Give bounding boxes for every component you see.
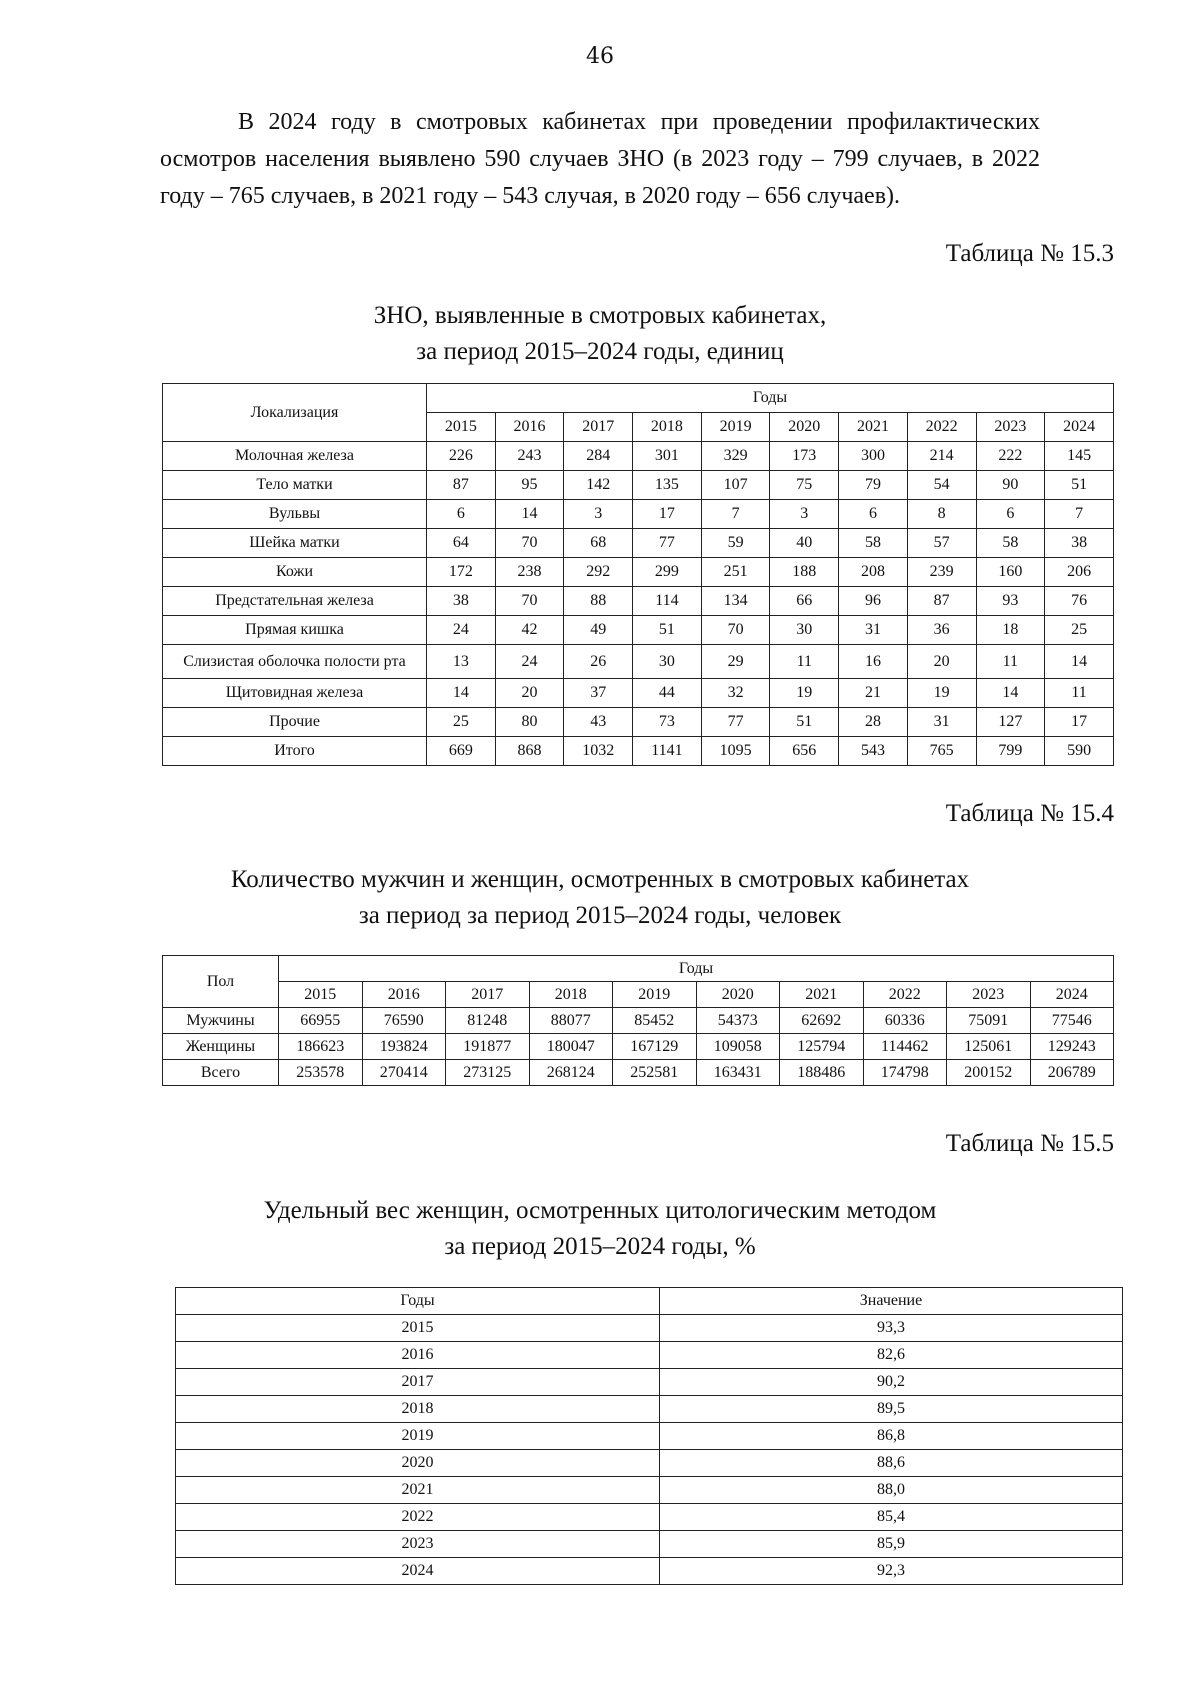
table-cell: 252581 (613, 1060, 697, 1086)
table-cell: 30 (770, 616, 839, 645)
table-cell: 70 (495, 587, 564, 616)
table-cell: 43 (564, 708, 633, 737)
year-header: 2024 (1030, 982, 1114, 1008)
year-cell: 2023 (176, 1531, 660, 1558)
table-cell: 38 (427, 587, 496, 616)
table-cell: 3 (564, 500, 633, 529)
value-cell: 92,3 (660, 1558, 1123, 1585)
year-header: 2015 (427, 413, 496, 442)
year-header: 2017 (446, 982, 530, 1008)
table-cell: 51 (633, 616, 702, 645)
table-cell: 51 (1045, 471, 1114, 500)
table-cell: 299 (633, 558, 702, 587)
value-cell: 93,3 (660, 1315, 1123, 1342)
table-cell: 17 (633, 500, 702, 529)
table-cell: 79 (839, 471, 908, 500)
row-label: Итого (163, 737, 427, 766)
table-cell: 13 (427, 645, 496, 679)
table-cell: 1141 (633, 737, 702, 766)
table-cell: 54 (907, 471, 976, 500)
table-cell: 14 (976, 679, 1045, 708)
row-label: Прочие (163, 708, 427, 737)
table-row (176, 1450, 1123, 1477)
table-cell: 58 (839, 529, 908, 558)
table-cell: 226 (427, 442, 496, 471)
table-cell: 163431 (696, 1060, 780, 1086)
table-cell: 59 (701, 529, 770, 558)
table-15-4-title-line1: Количество мужчин и женщин, осмотренных в смотровых кабинетах (230, 866, 970, 893)
table-cell: 58 (976, 529, 1045, 558)
table-cell: 26 (564, 645, 633, 679)
table-row (163, 1034, 1114, 1060)
table-cell: 109058 (696, 1034, 780, 1060)
table-cell: 76 (1045, 587, 1114, 616)
year-header: 2021 (839, 413, 908, 442)
table-cell: 765 (907, 737, 976, 766)
intro-paragraph: В 2024 году в смотровых кабинетах при проведении профилактических осмотров населения выявлено 590 случаев ЗНО (в 2023 году – 799 случаев, в 2022 году – 765 случаев, в 2021 году – 543 случая, в 2020 году – 656 случаев). (160, 109, 1040, 209)
table-cell: 174798 (863, 1060, 947, 1086)
table-cell: 238 (495, 558, 564, 587)
table-row (176, 1477, 1123, 1504)
table-cell: 208 (839, 558, 908, 587)
table-cell: 270414 (362, 1060, 446, 1086)
value-cell: 82,6 (660, 1342, 1123, 1369)
table-cell: 19 (907, 679, 976, 708)
table-cell: 543 (839, 737, 908, 766)
table-cell: 66955 (279, 1008, 363, 1034)
table-cell: 142 (564, 471, 633, 500)
value-cell: 88,6 (660, 1450, 1123, 1477)
table-cell: 107 (701, 471, 770, 500)
table-cell: 77 (633, 529, 702, 558)
table-cell: 18 (976, 616, 1045, 645)
table-cell: 222 (976, 442, 1045, 471)
header-sex: Пол (163, 956, 279, 1008)
table-cell: 186623 (279, 1034, 363, 1060)
table-cell: 1032 (564, 737, 633, 766)
table-15-5-title (160, 1193, 1040, 1265)
table-cell: 77 (701, 708, 770, 737)
table-cell: 114 (633, 587, 702, 616)
table-15-5-label: Таблица № 15.5 (945, 1130, 1114, 1157)
year-cell: 2017 (176, 1369, 660, 1396)
table-15-3-title-line2: за период 2015–2024 годы, единиц (416, 338, 784, 365)
table-cell: 239 (907, 558, 976, 587)
table-cell: 14 (495, 500, 564, 529)
table-cell: 17 (1045, 708, 1114, 737)
table-cell: 135 (633, 471, 702, 500)
table-cell: 656 (770, 737, 839, 766)
table-cell: 64 (427, 529, 496, 558)
year-header: 2023 (947, 982, 1031, 1008)
table-cell: 188486 (780, 1060, 864, 1086)
year-cell: 2018 (176, 1396, 660, 1423)
table-cell: 329 (701, 442, 770, 471)
table-row (176, 1369, 1123, 1396)
table-row (163, 471, 1114, 500)
table-cell: 88 (564, 587, 633, 616)
table-cell: 145 (1045, 442, 1114, 471)
table-cell: 251 (701, 558, 770, 587)
year-header: 2017 (564, 413, 633, 442)
table-cell: 193824 (362, 1034, 446, 1060)
table-cell: 8 (907, 500, 976, 529)
table-row (163, 645, 1114, 679)
table-cell: 7 (1045, 500, 1114, 529)
table-cell: 88077 (529, 1008, 613, 1034)
row-label: Слизистая оболочка полости рта (163, 645, 427, 679)
row-label: Кожи (163, 558, 427, 587)
table-cell: 24 (427, 616, 496, 645)
table-cell: 25 (1045, 616, 1114, 645)
table-cell: 590 (1045, 737, 1114, 766)
table-cell: 90 (976, 471, 1045, 500)
table-cell: 206789 (1030, 1060, 1114, 1086)
value-cell: 88,0 (660, 1477, 1123, 1504)
table-cell: 14 (427, 679, 496, 708)
value-cell: 86,8 (660, 1423, 1123, 1450)
table-cell: 134 (701, 587, 770, 616)
table-cell: 243 (495, 442, 564, 471)
value-cell: 85,9 (660, 1531, 1123, 1558)
table-row (163, 500, 1114, 529)
table-cell: 66 (770, 587, 839, 616)
table-cell: 31 (907, 708, 976, 737)
table-cell: 96 (839, 587, 908, 616)
table-cell: 76590 (362, 1008, 446, 1034)
table-cell: 1095 (701, 737, 770, 766)
table-row (163, 1060, 1114, 1086)
table-15-3-title-line1: ЗНО, выявленные в смотровых кабинетах, (373, 302, 827, 329)
table-cell: 42 (495, 616, 564, 645)
table-cell: 77546 (1030, 1008, 1114, 1034)
table-cell: 160 (976, 558, 1045, 587)
table-15-3-title (160, 298, 1040, 370)
table-cell: 19 (770, 679, 839, 708)
year-cell: 2021 (176, 1477, 660, 1504)
table-cell: 669 (427, 737, 496, 766)
table-row (176, 1531, 1123, 1558)
table-cell: 21 (839, 679, 908, 708)
table-cell: 188 (770, 558, 839, 587)
table-cell: 284 (564, 442, 633, 471)
row-label: Тело матки (163, 471, 427, 500)
table-cell: 36 (907, 616, 976, 645)
table-cell: 24 (495, 645, 564, 679)
table-cell: 3 (770, 500, 839, 529)
table-row (176, 1423, 1123, 1450)
table-cell: 95 (495, 471, 564, 500)
table-cell: 16 (839, 645, 908, 679)
table-cell: 300 (839, 442, 908, 471)
table-15-5 (175, 1287, 1123, 1585)
table-cell: 73 (633, 708, 702, 737)
year-header: 2018 (529, 982, 613, 1008)
year-cell: 2015 (176, 1315, 660, 1342)
table-cell: 85452 (613, 1008, 697, 1034)
table-row (163, 616, 1114, 645)
year-header: 2022 (863, 982, 947, 1008)
table-cell: 172 (427, 558, 496, 587)
table-cell: 70 (495, 529, 564, 558)
table-cell: 60336 (863, 1008, 947, 1034)
table-row (163, 708, 1114, 737)
table-cell: 167129 (613, 1034, 697, 1060)
table-cell: 93 (976, 587, 1045, 616)
table-cell: 180047 (529, 1034, 613, 1060)
table-cell: 14 (1045, 645, 1114, 679)
table-cell: 200152 (947, 1060, 1031, 1086)
year-header: 2023 (976, 413, 1045, 442)
year-header: 2016 (495, 413, 564, 442)
table-cell: 31 (839, 616, 908, 645)
row-label: Женщины (163, 1034, 279, 1060)
table-cell: 29 (701, 645, 770, 679)
table-15-4-title-line2: за период за период 2015–2024 годы, человек (358, 902, 842, 929)
table-cell: 114462 (863, 1034, 947, 1060)
table-cell: 20 (495, 679, 564, 708)
table-cell: 11 (770, 645, 839, 679)
year-header: 2021 (780, 982, 864, 1008)
table-15-4-title (160, 862, 1040, 934)
table-cell: 206 (1045, 558, 1114, 587)
table-cell: 25 (427, 708, 496, 737)
table-cell: 49 (564, 616, 633, 645)
table-row (163, 442, 1114, 471)
table-row (163, 679, 1114, 708)
year-header: 2019 (701, 413, 770, 442)
year-header: 2016 (362, 982, 446, 1008)
table-row (163, 529, 1114, 558)
year-header: 2020 (770, 413, 839, 442)
header-years: Годы (279, 956, 1114, 982)
year-cell: 2019 (176, 1423, 660, 1450)
table-15-3-label: Таблица № 15.3 (945, 240, 1114, 267)
header-years: Годы (427, 384, 1114, 413)
table-cell: 51 (770, 708, 839, 737)
table-row (176, 1504, 1123, 1531)
row-label: Всего (163, 1060, 279, 1086)
table-cell: 44 (633, 679, 702, 708)
table-cell: 80 (495, 708, 564, 737)
table-15-5-title-line1: Удельный вес женщин, осмотренных цитологическим методом (263, 1197, 937, 1224)
table-cell: 868 (495, 737, 564, 766)
table-cell: 268124 (529, 1060, 613, 1086)
table-cell: 799 (976, 737, 1045, 766)
header-localization: Локализация (163, 384, 427, 442)
table-cell: 38 (1045, 529, 1114, 558)
table-15-5-title-line2: за период 2015–2024 годы, % (444, 1233, 756, 1260)
year-header: 2024 (1045, 413, 1114, 442)
table-cell: 57 (907, 529, 976, 558)
table-cell: 87 (907, 587, 976, 616)
year-header: 2015 (279, 982, 363, 1008)
table-cell: 20 (907, 645, 976, 679)
row-label: Мужчины (163, 1008, 279, 1034)
table-cell: 62692 (780, 1008, 864, 1034)
header-years: Годы (176, 1288, 660, 1315)
table-15-3 (162, 383, 1114, 766)
table-cell: 11 (1045, 679, 1114, 708)
table-cell: 28 (839, 708, 908, 737)
year-header: 2020 (696, 982, 780, 1008)
value-cell: 89,5 (660, 1396, 1123, 1423)
year-header: 2018 (633, 413, 702, 442)
table-row (176, 1396, 1123, 1423)
header-value: Значение (660, 1288, 1123, 1315)
table-cell: 40 (770, 529, 839, 558)
year-cell: 2022 (176, 1504, 660, 1531)
table-cell: 30 (633, 645, 702, 679)
table-cell: 292 (564, 558, 633, 587)
table-cell: 75 (770, 471, 839, 500)
row-label: Вульвы (163, 500, 427, 529)
table-cell: 87 (427, 471, 496, 500)
table-cell: 6 (427, 500, 496, 529)
value-cell: 85,4 (660, 1504, 1123, 1531)
table-15-4-label: Таблица № 15.4 (945, 800, 1114, 827)
table-cell: 37 (564, 679, 633, 708)
table-cell: 70 (701, 616, 770, 645)
row-label: Молочная железа (163, 442, 427, 471)
table-cell: 11 (976, 645, 1045, 679)
table-cell: 32 (701, 679, 770, 708)
year-cell: 2020 (176, 1450, 660, 1477)
table-cell: 301 (633, 442, 702, 471)
table-cell: 6 (839, 500, 908, 529)
table-cell: 125061 (947, 1034, 1031, 1060)
table-cell: 253578 (279, 1060, 363, 1086)
table-cell: 173 (770, 442, 839, 471)
table-row (163, 1008, 1114, 1034)
year-cell: 2016 (176, 1342, 660, 1369)
year-header: 2022 (907, 413, 976, 442)
year-cell: 2024 (176, 1558, 660, 1585)
page-number: 46 (586, 44, 614, 69)
row-label: Шейка матки (163, 529, 427, 558)
table-cell: 273125 (446, 1060, 530, 1086)
table-cell: 129243 (1030, 1034, 1114, 1060)
table-cell: 7 (701, 500, 770, 529)
row-label: Прямая кишка (163, 616, 427, 645)
table-row (176, 1342, 1123, 1369)
value-cell: 90,2 (660, 1369, 1123, 1396)
table-cell: 191877 (446, 1034, 530, 1060)
table-row (163, 558, 1114, 587)
table-15-4 (162, 955, 1114, 1086)
table-cell: 6 (976, 500, 1045, 529)
year-header: 2019 (613, 982, 697, 1008)
table-row (163, 737, 1114, 766)
table-cell: 125794 (780, 1034, 864, 1060)
row-label: Щитовидная железа (163, 679, 427, 708)
table-row (176, 1315, 1123, 1342)
table-row (176, 1558, 1123, 1585)
table-cell: 214 (907, 442, 976, 471)
table-cell: 81248 (446, 1008, 530, 1034)
table-cell: 54373 (696, 1008, 780, 1034)
table-cell: 68 (564, 529, 633, 558)
table-row (163, 587, 1114, 616)
row-label: Предстательная железа (163, 587, 427, 616)
table-cell: 75091 (947, 1008, 1031, 1034)
table-cell: 127 (976, 708, 1045, 737)
